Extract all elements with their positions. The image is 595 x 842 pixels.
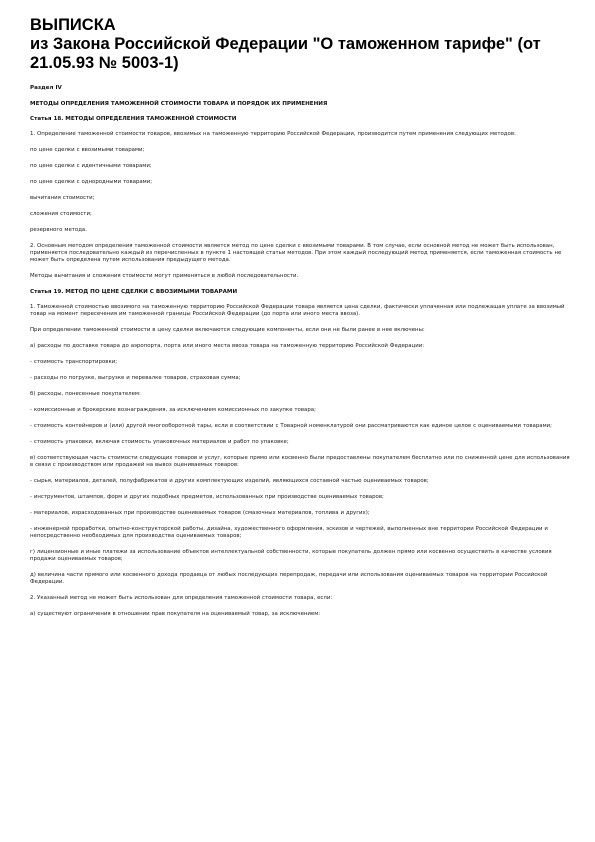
title-line-law: из Закона Российской Федерации "О таможенном тарифе" (от 21.05.93 № 5003-1) [30, 35, 541, 72]
clause-d: д) величина части прямого или косвенного дохода продавца от любых последующих перепродаж, передачи или использования оцениваемых товаров на территории Российской Федерации. [30, 572, 548, 585]
method-item: по цене сделки с идентичными товарами; [30, 163, 152, 169]
article-19-paragraph-1: 1. Таможенной стоимостью ввозимого на таможенную территорию Российской Федерации товара является цена сделки, фактически уплаченная или подлежащая уплате за ввозимый товар на момент пересечения им таможенной границы Российской Федерации (до порта или иного места ввоза). [30, 304, 565, 317]
document-title [30, 16, 570, 73]
clause-v-item: - материалов, израсходованных при производстве оцениваемых товаров (смазочных материалов, топлива и других); [30, 510, 370, 516]
clause-v-item: - сырья, материалов, деталей, полуфабрикатов и других комплектующих изделий, являющихся составной частью оцениваемых товаров; [30, 478, 429, 484]
method-item: по цене сделки с ввозимыми товарами; [30, 147, 145, 153]
article-18-paragraph-3: Методы вычитания и сложения стоимости могут применяться в любой последовательности. [30, 273, 299, 279]
clause-v-item: - инструментов, штампов, форм и других подобных предметов, использованных при производстве оцениваемых товаров; [30, 494, 384, 500]
method-item: сложения стоимости; [30, 211, 92, 217]
article-19-heading: Статья 19. МЕТОД ПО ЦЕНЕ СДЕЛКИ С ВВОЗИМЫМИ ТОВАРАМИ [30, 289, 238, 295]
chapter-heading: МЕТОДЫ ОПРЕДЕЛЕНИЯ ТАМОЖЕННОЙ СТОИМОСТИ ТОВАРА И ПОРЯДОК ИХ ПРИМЕНЕНИЯ [30, 101, 328, 107]
article-18-heading: Статья 18. МЕТОДЫ ОПРЕДЕЛЕНИЯ ТАМОЖЕННОЙ СТОИМОСТИ [30, 116, 237, 122]
clause-a-item: - стоимость транспортировки; [30, 359, 118, 365]
title-line-extract: ВЫПИСКА [30, 16, 116, 34]
article-19-paragraph-3: 2. Указанный метод не может быть использован для определения таможенной стоимости товара, если: [30, 595, 333, 601]
clause-b-item: - комиссионные и брокерские вознаграждения, за исключением комиссионных по закупке товара; [30, 407, 316, 413]
article-19-paragraph-3a: а) существуют ограничения в отношении прав покупателя на оцениваемый товар, за исключением: [30, 611, 321, 617]
clause-b: б) расходы, понесенные покупателем: [30, 391, 141, 397]
clause-b-item: - стоимость упаковки, включая стоимость упаковочных материалов и работ по упаковке; [30, 439, 289, 445]
article-18-paragraph-1: 1. Определение таможенной стоимости товаров, ввозимых на таможенную территорию Российской Федерации, производится путем применения следующих методов: [30, 131, 516, 137]
document-page [30, 16, 570, 627]
clause-v: в) соответствующая часть стоимости следующих товаров и услуг, которые прямо или косвенно были предоставлены покупателем бесплатно или по сниженной цене для использования в связи с производством или продажей на вывоз оцениваемых товаров: [30, 455, 570, 468]
method-item: по цене сделки с однородными товарами; [30, 179, 153, 185]
section-heading: Раздел IV [30, 85, 62, 91]
article-19-paragraph-2: При определении таможенной стоимости в цену сделки включаются следующие компоненты, если они не были ранее в нее включены: [30, 327, 425, 333]
method-item: вычитания стоимости; [30, 195, 95, 201]
clause-v-item: - инженерной проработки, опытно-конструкторской работы, дизайна, художественного оформления, эскизов и чертежей, выполненных вне территории Российской Федерации и непосредственно необходимых для производства оцениваемых товаров; [30, 526, 548, 539]
clause-g: г) лицензионные и иные платежи за использование объектов интеллектуальной собственности, которые покупатель должен прямо или косвенно осуществить в качестве условия продажи оцениваемых товаров; [30, 549, 552, 562]
clause-b-item: - стоимость контейнеров и (или) другой многооборотной тары, если в соответствии с Товарной номенклатурой они рассматриваются как единое целое с оцениваемыми товарами; [30, 423, 552, 429]
clause-a: а) расходы по доставке товара до аэропорта, порта или иного места ввоза товара на таможенную территорию Российской Федерации: [30, 343, 425, 349]
method-item: резервного метода. [30, 227, 87, 233]
clause-a-item: - расходы по погрузке, выгрузке и перевалке товаров, страховая сумма; [30, 375, 241, 381]
article-18-paragraph-2: 2. Основным методом определения таможенной стоимости является метод по цене сделки с ввозимыми товарами. В том случае, если основной метод не может быть использован, применяется последовательно каждый из перечисленных в пункте 1 настоящей статьи методов. При этом каждый последующий метод применяется, если таможенная стоимость не может быть определена путем использования предыдущего метода. [30, 243, 562, 263]
